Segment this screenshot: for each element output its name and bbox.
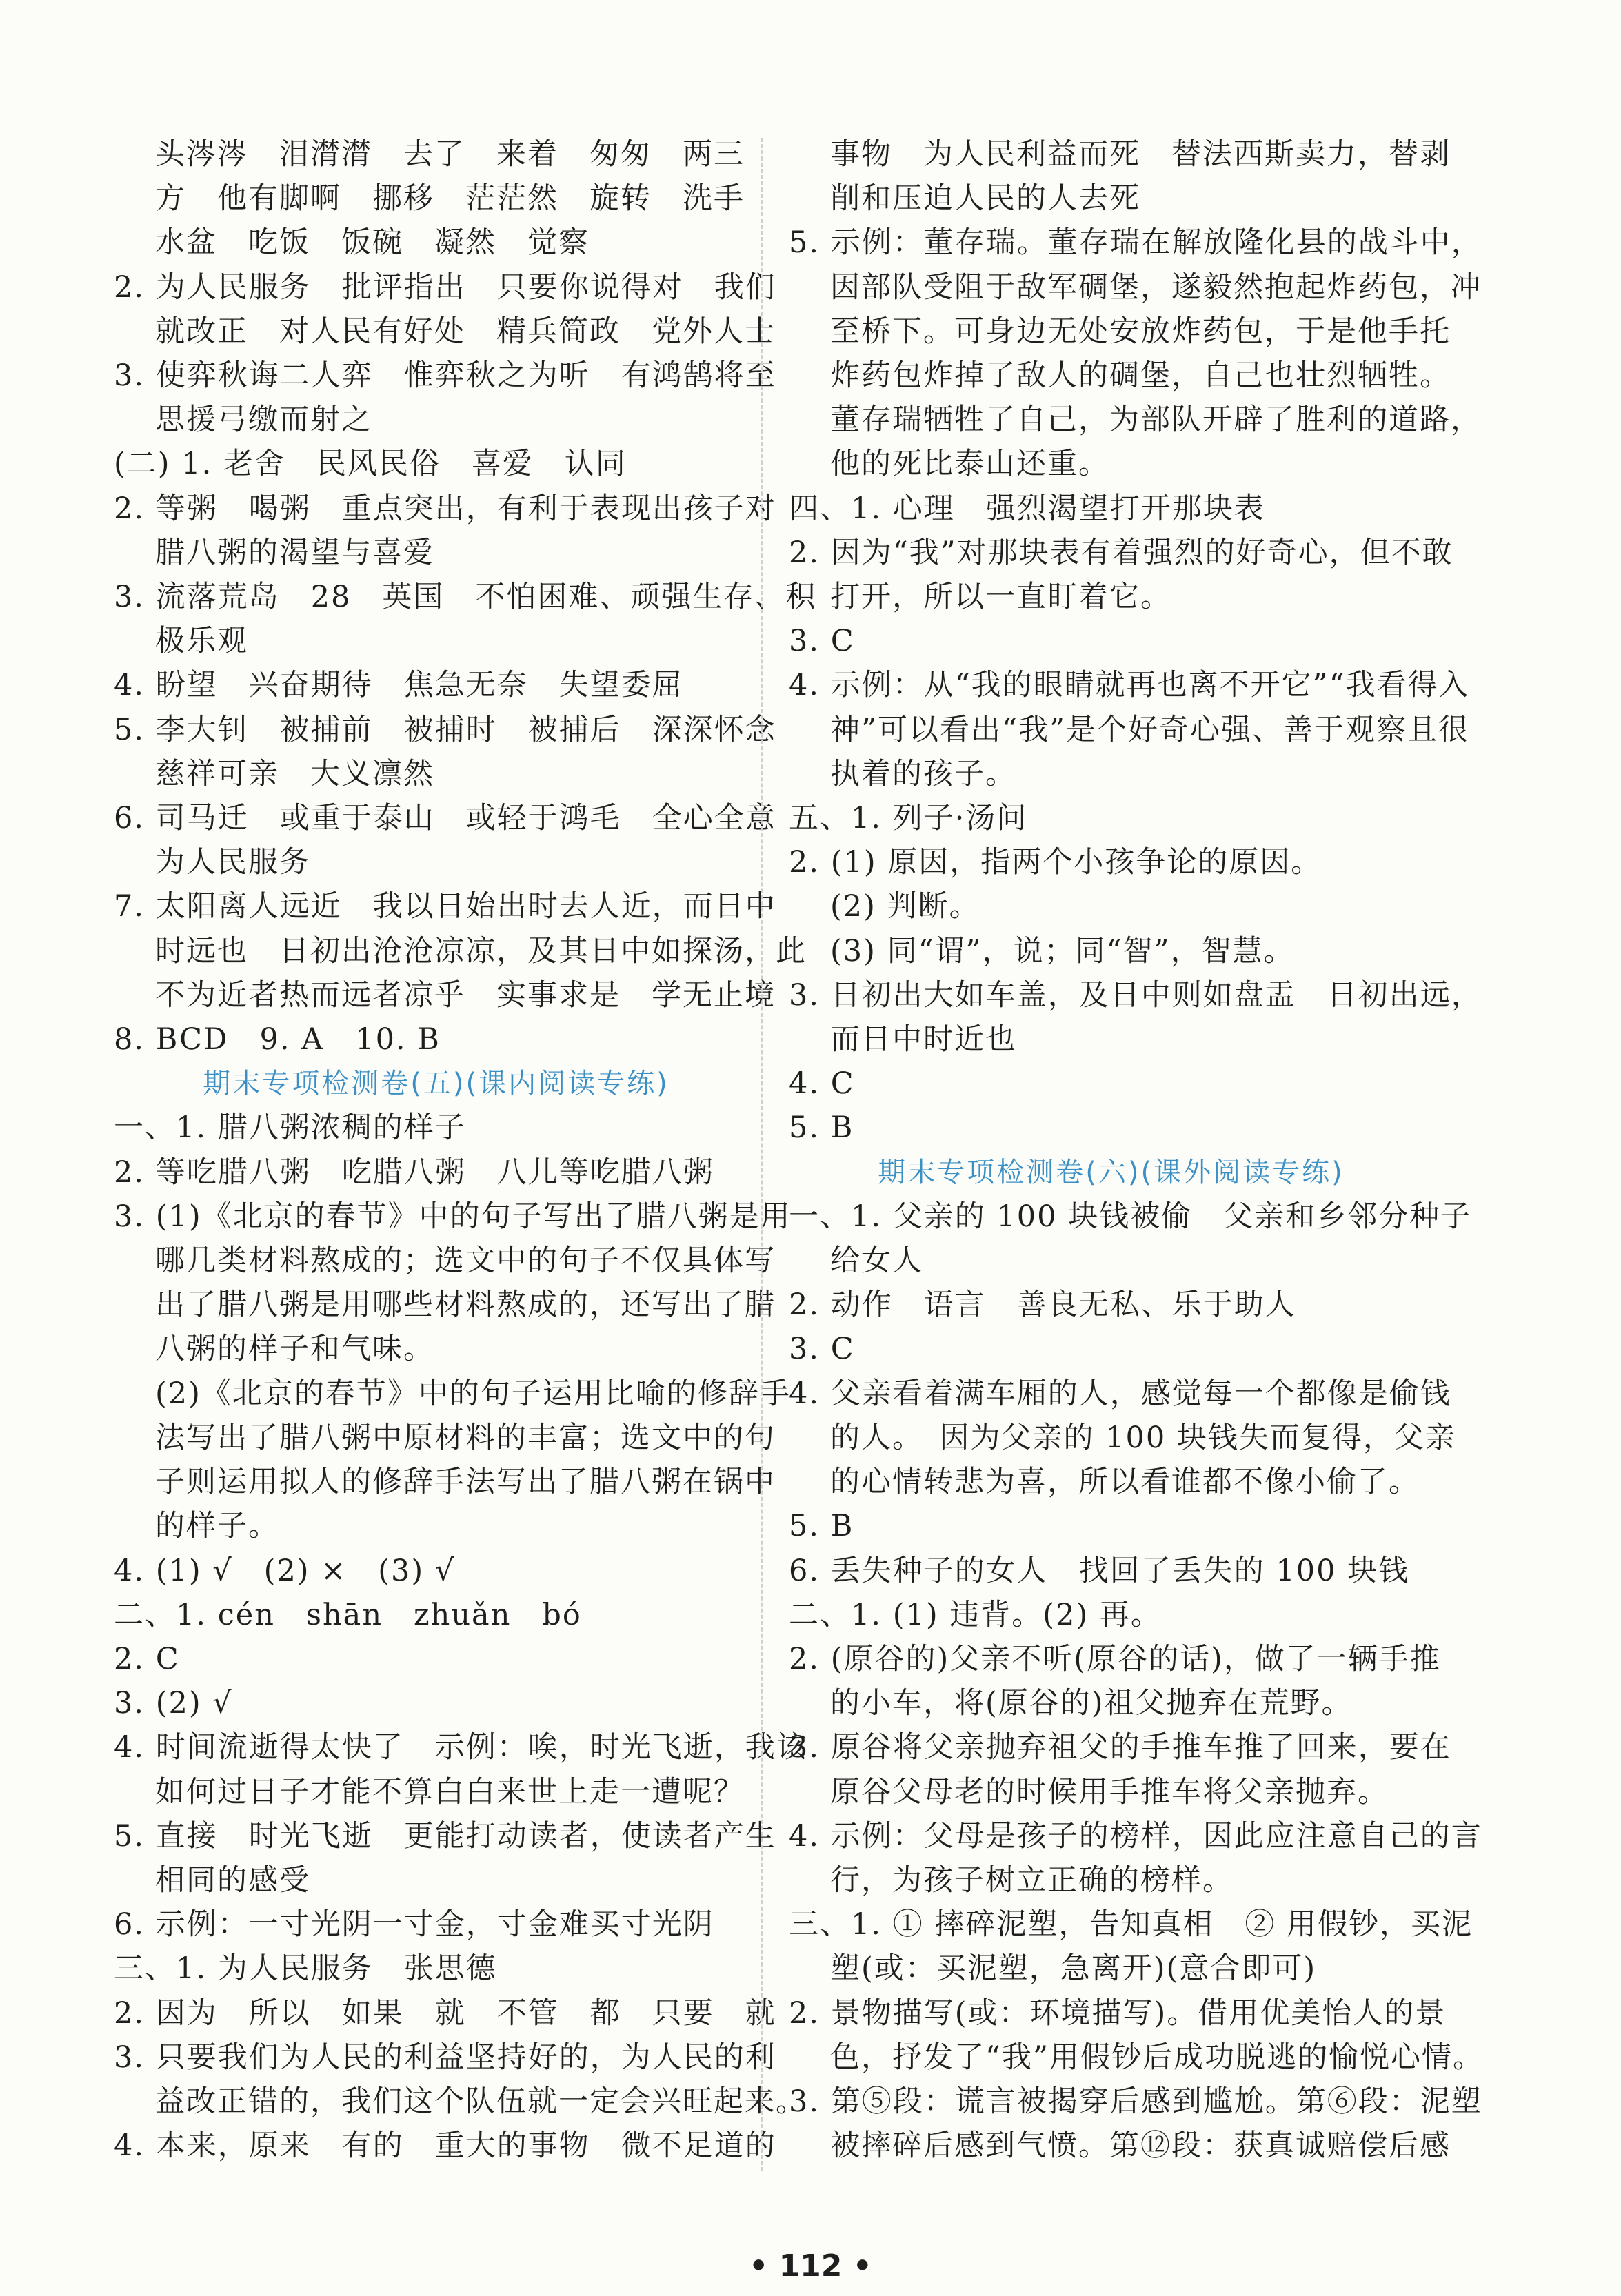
answer-line: 8. BCD 9. A 10. B xyxy=(114,1022,441,1057)
answer-line: 3. (1)《北京的春节》中的句子写出了腊八粥是用 xyxy=(114,1199,792,1234)
answer-line: (2)《北京的春节》中的句子运用比喻的修辞手 xyxy=(155,1376,791,1411)
answer-line: 塑(或：买泥塑，急离开)(意合即可) xyxy=(830,1951,1317,1987)
answer-line: 头涔涔 泪潸潸 去了 来着 匆匆 两三 xyxy=(155,137,745,172)
answer-line: 5. B xyxy=(789,1509,854,1544)
answer-line: 4. 父亲看着满车厢的人，感觉每一个都像是偷钱 xyxy=(789,1376,1451,1411)
answer-line: 3. 第⑤段：谎言被揭穿后感到尴尬。第⑥段：泥塑 xyxy=(789,2084,1482,2119)
answer-line: 削和压迫人民的人去死 xyxy=(830,181,1140,216)
answer-line: 慈祥可亲 大义凛然 xyxy=(155,756,434,791)
answer-line: 神”可以看出“我”是个好奇心强、善于观察且很 xyxy=(830,712,1469,747)
answer-line: 4. 示例：父母是孩子的榜样，因此应注意自己的言 xyxy=(789,1818,1482,1853)
answer-line: (3) 同“谓”，说；同“智”，智慧。 xyxy=(830,933,1295,968)
answer-line: 四、1. 心理 强烈渴望打开那块表 xyxy=(789,491,1265,526)
answer-line: 2. 景物描写(或：环境描写)。借用优美怡人的景 xyxy=(789,1995,1447,2031)
left-column xyxy=(114,132,817,2168)
answer-line: 方 他有脚啊 挪移 茫茫然 旋转 洗手 xyxy=(155,181,745,216)
answer-line: 他的死比泰山还重。 xyxy=(830,447,1109,482)
answer-line: 6. 示例：一寸光阴一寸金，寸金难买寸光阴 xyxy=(114,1907,714,1942)
answer-line: 5. 直接 时光飞逝 更能打动读者，使读者产生 xyxy=(114,1818,776,1853)
answer-line: 子则运用拟人的修辞手法写出了腊八粥在锅中 xyxy=(155,1465,776,1500)
answer-line: 5. B xyxy=(789,1110,854,1146)
answer-line: 5. 李大钊 被捕前 被捕时 被捕后 深深怀念 xyxy=(114,712,776,747)
answer-line: 2. 为人民服务 批评指出 只要你说得对 我们 xyxy=(114,270,776,305)
section-heading: 期末专项检测卷(五)(课内阅读专练) xyxy=(203,1068,669,1100)
answer-line: 时远也 日初出沧沧凉凉，及其日中如探汤，此 xyxy=(155,933,807,968)
answer-line: 2. 因为“我”对那块表有着强烈的好奇心，但不敢 xyxy=(789,535,1453,570)
answer-line: 4. 本来，原来 有的 重大的事物 微不足道的 xyxy=(114,2129,776,2164)
answer-line: 3. 原谷将父亲抛弃祖父的手推车推了回来，要在 xyxy=(789,1730,1451,1765)
answer-line: 的样子。 xyxy=(155,1509,279,1544)
answer-line: 3. C xyxy=(789,624,855,659)
answer-line: 法写出了腊八粥中原材料的丰富；选文中的句 xyxy=(155,1420,776,1455)
answer-line: 水盆 吃饭 饭碗 凝然 觉察 xyxy=(155,225,590,261)
answer-line: 董存瑞牺牲了自己，为部队开辟了胜利的道路， xyxy=(830,403,1482,438)
answer-line: 的人。 因为父亲的 100 块钱失而复得，父亲 xyxy=(830,1420,1456,1455)
answer-line: 益改正错的，我们这个队伍就一定会兴旺起来。 xyxy=(155,2084,807,2119)
answer-line: 一、1. 腊八粥浓稠的样子 xyxy=(114,1110,466,1146)
answer-line: 4. 示例：从“我的眼睛就再也离不开它”“我看得入 xyxy=(789,668,1470,703)
answer-line: 4. 时间流逝得太快了 示例：唉，时光飞逝，我该 xyxy=(114,1730,807,1765)
answer-line: 给女人 xyxy=(830,1243,923,1279)
answer-line: 色，抒发了“我”用假钞后成功脱逃的愉悦心情。 xyxy=(830,2040,1484,2075)
answer-line: 五、1. 列子·汤问 xyxy=(789,801,1028,836)
answer-line: 出了腊八粥是用哪些材料熬成的，还写出了腊 xyxy=(155,1288,776,1323)
section-heading: 期末专项检测卷(六)(课外阅读专练) xyxy=(878,1156,1345,1188)
answer-line: 3. C xyxy=(789,1332,855,1367)
answer-line: 3. 使弈秋诲二人弈 惟弈秋之为听 有鸿鹄将至 xyxy=(114,358,776,394)
answer-line: 原谷父母老的时候用手推车将父亲抛弃。 xyxy=(830,1774,1389,1809)
answer-line: 打开，所以一直盯着它。 xyxy=(830,580,1171,615)
answer-line: 2. (1) 原因，指两个小孩争论的原因。 xyxy=(789,845,1322,880)
answer-line: 6. 丢失种子的女人 找回了丢失的 100 块钱 xyxy=(789,1553,1410,1588)
answer-line: 2. C xyxy=(114,1641,180,1676)
answer-line: 3. 只要我们为人民的利益坚持好的，为人民的利 xyxy=(114,2040,776,2075)
answer-line: 二、1. (1) 违背。(2) 再。 xyxy=(789,1597,1162,1632)
answer-line: 3. 日初出大如车盖，及日中则如盘盂 日初出远， xyxy=(789,977,1482,1013)
answer-line: 三、1. 为人民服务 张思德 xyxy=(114,1951,497,1987)
answer-line: 2. 等吃腊八粥 吃腊八粥 八儿等吃腊八粥 xyxy=(114,1155,714,1190)
answer-line: 八粥的样子和气味。 xyxy=(155,1332,434,1367)
answer-line: 就改正 对人民有好处 精兵简政 党外人士 xyxy=(155,314,776,349)
answer-line: 2. (原谷的)父亲不听(原谷的话)，做了一辆手推 xyxy=(789,1641,1441,1676)
answer-line: 因部队受阻于敌军碉堡，遂毅然抱起炸药包，冲 xyxy=(830,270,1482,305)
answer-line: 思援弓缴而射之 xyxy=(155,403,372,438)
answer-line: 如何过日子才能不算白白来世上走一遭呢？ xyxy=(155,1774,745,1809)
answer-line: 的心情转悲为喜，所以看谁都不像小偷了。 xyxy=(830,1465,1420,1500)
answer-line: 7. 太阳离人远近 我以日始出时去人近，而日中 xyxy=(114,889,776,924)
answer-line: 4. 盼望 兴奋期待 焦急无奈 失望委屈 xyxy=(114,668,683,703)
answer-line: 3. (2) √ xyxy=(114,1686,233,1721)
answer-line: 至桥下。可身边无处安放炸药包，于是他手托 xyxy=(830,314,1451,349)
answer-line: 事物 为人民利益而死 替法西斯卖力，替剥 xyxy=(830,137,1451,172)
answer-line: 二、1. cén shān zhuǎn bó xyxy=(114,1597,582,1632)
answer-line: 被摔碎后感到气愤。第⑫段：获真诚赔偿后感 xyxy=(830,2129,1451,2164)
answer-line: 极乐观 xyxy=(155,624,248,659)
page-number: • 112 • xyxy=(749,2248,872,2284)
answer-line: 三、1. ① 摔碎泥塑，告知真相 ② 用假钞，买泥 xyxy=(789,1907,1473,1942)
answer-line: 而日中时近也 xyxy=(830,1022,1016,1057)
answer-line: 行，为孩子树立正确的榜样。 xyxy=(830,1862,1234,1898)
answer-line: 不为近者热而远者凉乎 实事求是 学无止境 xyxy=(155,977,776,1013)
answer-line: 2. 因为 所以 如果 就 不管 都 只要 就 xyxy=(114,1995,776,2031)
answer-line: (二) 1. 老舍 民风民俗 喜爱 认同 xyxy=(114,447,627,482)
answer-line: 的小车，将(原谷的)祖父抛弃在荒野。 xyxy=(830,1686,1353,1721)
right-column xyxy=(789,132,1484,2168)
answer-line: (2) 判断。 xyxy=(830,889,980,924)
answer-line: 腊八粥的渴望与喜爱 xyxy=(155,535,434,570)
answer-line: 6. 司马迁 或重于泰山 或轻于鸿毛 全心全意 xyxy=(114,801,776,836)
answer-line: 为人民服务 xyxy=(155,845,310,880)
answer-line: 2. 动作 语言 善良无私、乐于助人 xyxy=(789,1288,1296,1323)
answer-line: 4. (1) √ (2) × (3) √ xyxy=(114,1553,456,1588)
answer-line: 相同的感受 xyxy=(155,1862,310,1898)
answer-line: 执着的孩子。 xyxy=(830,756,1016,791)
answer-line: 3. 流落荒岛 28 英国 不怕困难、顽强生存、积 xyxy=(114,580,817,615)
answer-line: 5. 示例：董存瑞。董存瑞在解放隆化县的战斗中， xyxy=(789,225,1482,261)
answer-line: 4. C xyxy=(789,1066,855,1101)
column-divider xyxy=(761,138,763,2171)
answer-line: 炸药包炸掉了敌人的碉堡，自己也壮烈牺牲。 xyxy=(830,358,1451,394)
answer-line: 哪几类材料熬成的；选文中的句子不仅具体写 xyxy=(155,1243,776,1279)
answer-line: 2. 等粥 喝粥 重点突出，有利于表现出孩子对 xyxy=(114,491,776,526)
answer-line: 一、1. 父亲的 100 块钱被偷 父亲和乡邻分种子 xyxy=(789,1199,1472,1234)
